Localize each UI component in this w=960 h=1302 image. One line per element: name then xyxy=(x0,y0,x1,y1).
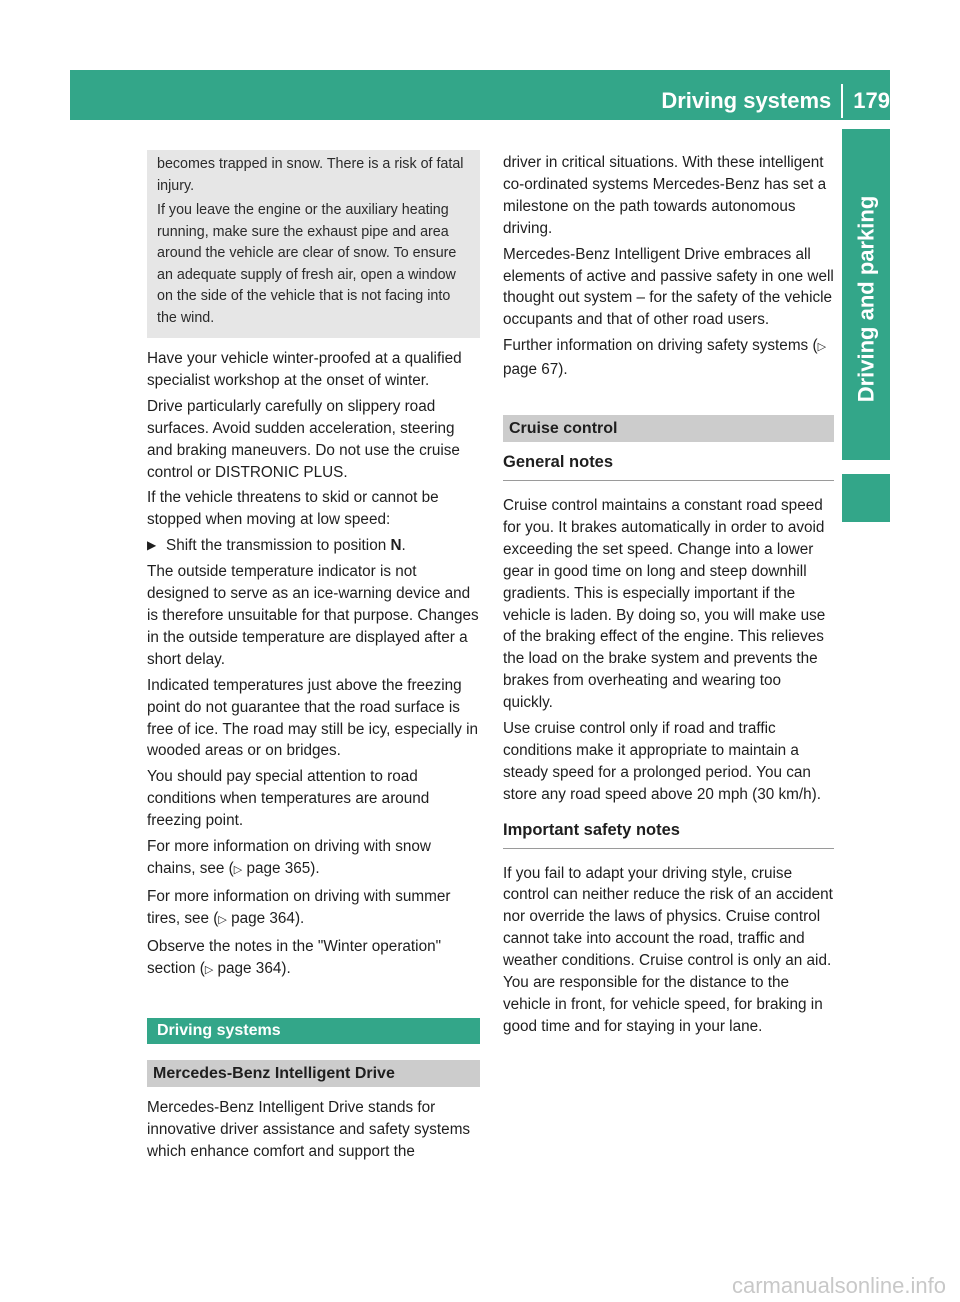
paragraph: For more information on driving with snow chains, see (▷ page 365). xyxy=(147,838,431,877)
paragraph: Further information on driving safety systems (▷ page 67). xyxy=(503,337,827,379)
page-number: 179 xyxy=(853,88,890,113)
side-tab-label: Driving and parking xyxy=(853,195,878,403)
paragraph: Mercedes-Benz Intelligent Drive stands for innovative driver assistance and safety systems which enhance comfort and support the xyxy=(147,1099,471,1161)
paragraph: If the vehicle threatens to skid or cannot be stopped when moving at low speed: xyxy=(147,489,439,529)
paragraph: For more information on driving with summer tires, see (▷ page 364). xyxy=(147,887,451,927)
page-reference-link[interactable]: page 364 xyxy=(231,909,295,927)
page-reference-link[interactable]: page 67 xyxy=(503,361,559,379)
subsection-heading: Mercedes-Benz Intelligent Drive xyxy=(147,1060,480,1087)
step-text: Shift the transmission to position N. xyxy=(166,537,406,555)
warning-text: If you leave the engine or the auxiliary heating running, make sure the exhaust pipe and area around the vehicle are clear of snow. To ensure an adequate supply of fresh air, open a window on the side of the vehicle that is not facing into the wind. xyxy=(157,202,457,326)
subheading-general-notes: General notes xyxy=(503,452,834,481)
instruction-step xyxy=(147,535,480,557)
page-reference-link[interactable]: page 364 xyxy=(217,959,282,977)
left-column xyxy=(147,150,480,1167)
header-separator xyxy=(841,84,843,118)
paragraph: Mercedes-Benz Intelligent Drive embraces all elements of active and passive safety in one well thought out system – for the safety of the vehicle occupants and that of other road users. xyxy=(503,245,834,329)
step-arrow-icon: ▶ xyxy=(147,538,157,553)
running-header xyxy=(661,86,890,116)
paragraph: driver in critical situations. With these intelligent co-ordinated systems Mercedes-Benz has set a milestone on the path towards autonomous driving. xyxy=(503,154,827,237)
paragraph: If you fail to adapt your driving style, cruise control can neither reduce the risk of an accident nor override the laws of physics. Cruise control cannot take into account the road, traffic and weather conditions. Cruise control is only an aid. You are responsible for the distance to the vehicle in front, for vehicle speed, for braking in good time and for staying in your lane. xyxy=(503,864,833,1035)
right-column xyxy=(503,152,834,1042)
page-ref-icon: ▷ xyxy=(233,863,243,876)
side-tab-marker xyxy=(842,474,890,522)
section-heading: Driving systems xyxy=(147,1018,480,1044)
page-ref-icon: ▷ xyxy=(204,963,214,976)
paragraph: Use cruise control only if road and traffic conditions make it appropriate to maintain a steady speed for a prolonged period. You can store any road speed above 20 mph (30 km/h). xyxy=(503,720,822,803)
paragraph: Have your vehicle winter-proofed at a qualified specialist workshop at the onset of winter. xyxy=(147,350,462,389)
paragraph: You should pay special attention to road conditions when temperatures are around freezing point. xyxy=(147,768,430,830)
section-heading-cruise: Cruise control xyxy=(503,415,834,442)
header-section-title: Driving systems xyxy=(661,88,832,113)
page-reference-link[interactable]: page 365 xyxy=(246,859,311,877)
paragraph: The outside temperature indicator is not designed to serve as an ice-warning device and is therefore unsuitable for that purpose. Changes in the outside temperature are displayed after a short delay. xyxy=(147,563,479,668)
paragraph: Observe the notes in the "Winter operation" section (▷ page 364). xyxy=(147,937,442,977)
subheading-safety-notes: Important safety notes xyxy=(503,820,834,849)
paragraph: Cruise control maintains a constant road speed for you. It brakes automatically in order to avoid exceeding the set speed. Change into a lower gear in good time on long and steep downhill gradients. This is especially important if the vehicle is laden. By doing so, you will make use of the braking effect of the engine. This relieves the load on the brake system and prevents the brakes from overheating and wearing too quickly. xyxy=(503,496,826,712)
page-ref-icon: ▷ xyxy=(817,341,827,354)
watermark: carmanualsonline.info xyxy=(731,1273,946,1298)
paragraph: Indicated temperatures just above the freezing point do not guarantee that the road surface is free of ice. The road may still be icy, especially in wooded areas or on bridges. xyxy=(147,676,479,760)
warning-text: becomes trapped in snow. There is a risk of fatal injury. xyxy=(157,156,464,194)
page-ref-icon: ▷ xyxy=(218,913,227,926)
warning-box xyxy=(147,150,480,338)
paragraph: Drive particularly carefully on slippery road surfaces. Avoid sudden acceleration, steering and braking maneuvers. Do not use the cruise control or DISTRONIC PLUS. xyxy=(147,397,460,481)
